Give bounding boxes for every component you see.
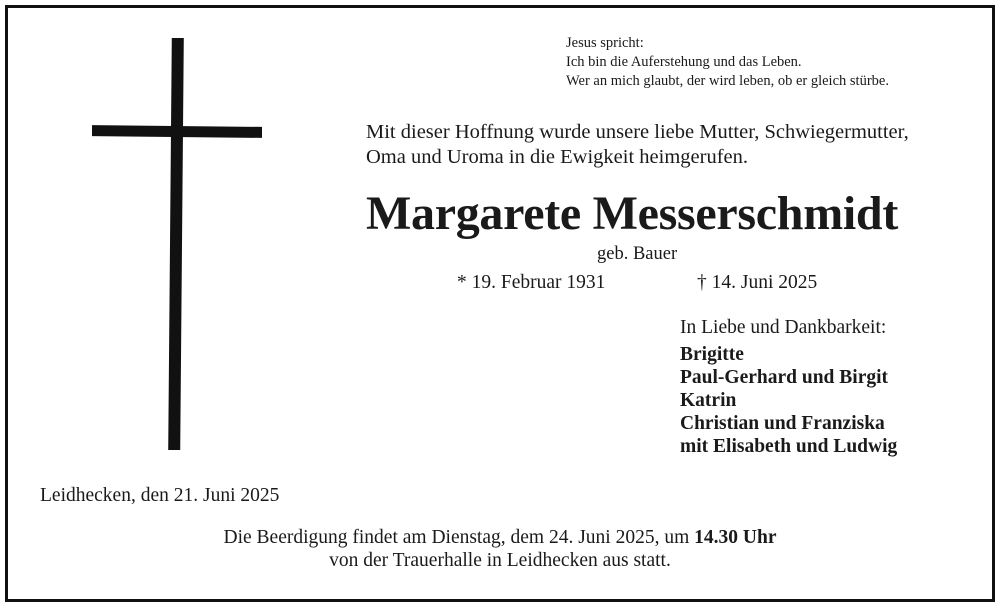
mourner-name: Brigitte	[680, 344, 744, 365]
notice-border	[5, 5, 995, 602]
funeral-date-text: Die Beerdigung findet am Dienstag, dem 24. Juni 2025, um	[223, 527, 690, 548]
mourners-intro: In Liebe und Dankbarkeit:	[680, 317, 887, 338]
mourner-name: mit Elisabeth und Ludwig	[680, 436, 898, 457]
place-and-date: Leidhecken, den 21. Juni 2025	[40, 485, 280, 506]
birth-date: * 19. Februar 1931	[457, 272, 606, 293]
cross-horizontal-beam	[92, 125, 262, 138]
intro-text	[366, 120, 909, 170]
mourner-name: Paul-Gerhard und Birgit	[680, 367, 889, 388]
bible-quote	[566, 34, 889, 91]
funeral-time: 14.30 Uhr	[694, 527, 777, 548]
funeral-info	[0, 526, 1000, 572]
death-date: † 14. Juni 2025	[697, 272, 818, 293]
birth-name: geb. Bauer	[597, 244, 678, 264]
intro-line: Mit dieser Hoffnung wurde unsere liebe Mutter, Schwiegermutter,	[366, 121, 909, 143]
funeral-line-1	[0, 526, 1000, 549]
quote-line: Wer an mich glaubt, der wird leben, ob er gleich stürbe.	[566, 73, 889, 89]
quote-line: Ich bin die Auferstehung und das Leben.	[566, 54, 802, 70]
deceased-name: Margarete Messerschmidt	[366, 187, 898, 240]
intro-line: Oma und Uroma in die Ewigkeit heimgerufen.	[366, 146, 748, 168]
quote-line: Jesus spricht:	[566, 35, 644, 51]
mourner-name: Katrin	[680, 390, 737, 411]
mourners-list	[680, 343, 897, 458]
funeral-line-2: von der Trauerhalle in Leidhecken aus statt.	[329, 550, 671, 571]
mourner-name: Christian und Franziska	[680, 413, 885, 434]
